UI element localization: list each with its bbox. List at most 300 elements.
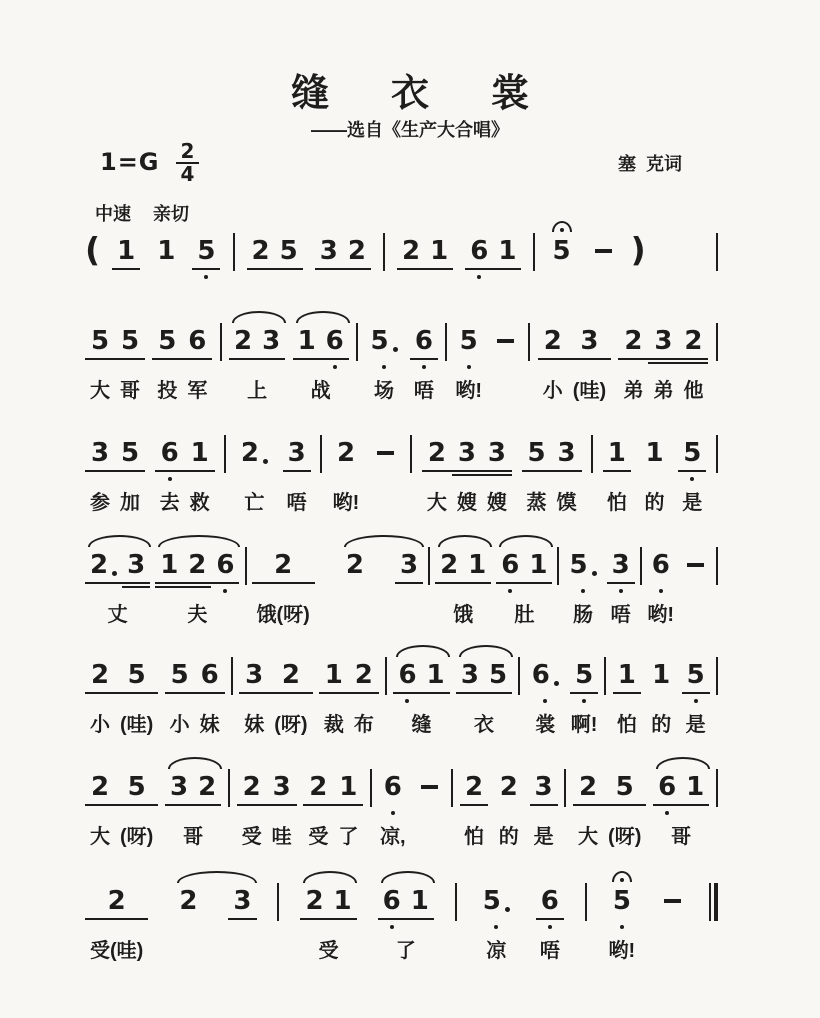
lyric: 加 [120, 492, 140, 514]
note [195, 660, 225, 737]
slur-arc [168, 757, 222, 769]
note [85, 660, 115, 737]
note [422, 660, 450, 690]
note-group [522, 438, 582, 515]
note-digit: 3 [487, 438, 506, 468]
note-digit: 5 [170, 660, 189, 690]
note-digit: 5 [370, 326, 389, 356]
note-digit: 2 [440, 550, 459, 580]
note-digit-row [320, 236, 338, 266]
note-group [490, 326, 521, 356]
notes-row [478, 886, 515, 916]
note-digit-row [108, 886, 126, 916]
low-octave-dot [390, 925, 394, 929]
time-signature [176, 141, 200, 185]
note [300, 886, 328, 916]
note-group [456, 660, 512, 737]
note-digit-row [309, 772, 327, 802]
note-group [588, 236, 619, 266]
note [115, 660, 158, 737]
note-digit: 6 [382, 886, 401, 916]
note-digit: 2 [90, 550, 109, 580]
note-digit-row [161, 438, 179, 468]
barline [564, 769, 566, 807]
note-digit-row [370, 326, 397, 356]
expression-marking: 亲切 [153, 204, 189, 224]
note [653, 772, 681, 802]
note [85, 886, 148, 963]
note [618, 326, 648, 403]
note-digit-row [90, 550, 117, 580]
barline [528, 323, 530, 361]
note-digit-row [500, 772, 518, 802]
note [155, 550, 183, 580]
note-group [414, 772, 445, 802]
note [85, 438, 115, 515]
note-digit-row [658, 772, 676, 802]
note [115, 438, 145, 515]
augmentation-dot [505, 907, 510, 912]
notes-row [538, 326, 611, 403]
barline [228, 769, 230, 807]
lyric: 缝 [411, 714, 432, 736]
note-digit-row [580, 326, 598, 356]
note [493, 236, 521, 266]
note-digit: 5 [197, 236, 216, 266]
note-group [603, 438, 631, 515]
note [422, 438, 452, 515]
note-digit: 2 [354, 660, 373, 690]
notes-row [410, 326, 438, 356]
barline [445, 323, 447, 361]
note-digit: 6 [651, 550, 670, 580]
note-digit-row [465, 772, 483, 802]
lyric: 裁 [323, 714, 344, 736]
lyric: 哥 [671, 826, 692, 848]
note-digit: 3 [319, 236, 338, 266]
note [496, 550, 524, 580]
note-digit: 5 [459, 326, 478, 356]
note-digit-row [326, 326, 344, 356]
note-group [293, 326, 349, 403]
notes-row [155, 438, 215, 515]
note [112, 236, 140, 266]
notes-row [564, 550, 601, 580]
barline [518, 657, 520, 695]
note-digit-row [121, 438, 139, 468]
note-group [85, 326, 145, 403]
note-digit: 1 [410, 886, 429, 916]
lyric: 大 [578, 826, 599, 848]
note [228, 886, 256, 916]
note-digit-row [117, 236, 135, 266]
slur-arc [344, 535, 424, 547]
notes-row [378, 886, 434, 916]
note-digit: 1 [339, 772, 358, 802]
note [681, 772, 709, 802]
note [490, 326, 521, 356]
note [165, 660, 195, 737]
note [425, 236, 453, 266]
note-digit: 5 [683, 438, 702, 468]
note-digit-row [662, 886, 683, 916]
notes-row [252, 550, 424, 627]
note-digit: 2 [281, 660, 300, 690]
lyric: 是 [682, 492, 703, 514]
lyric: 妹 [244, 714, 265, 736]
note-digit: 3 [127, 550, 146, 580]
low-octave-dot [494, 925, 498, 929]
note-digit-row [430, 236, 448, 266]
note-group [236, 438, 273, 515]
note [536, 886, 564, 916]
augmentation-dot [554, 681, 559, 686]
note-group [85, 772, 158, 849]
note [395, 550, 423, 580]
lyric: 裳 [535, 714, 556, 736]
notes-row [85, 772, 158, 849]
key-time-signature [100, 139, 199, 186]
note-digit: 1 [652, 660, 671, 690]
note-digit-row [157, 236, 175, 266]
note [237, 772, 267, 849]
note-group [85, 438, 145, 515]
lyric: 唔 [286, 492, 307, 514]
notes-row [536, 886, 564, 916]
note-group [613, 660, 641, 737]
note [482, 438, 512, 515]
note-digit-row [337, 438, 355, 468]
note-digit-row [355, 660, 373, 690]
note-digit: 3 [534, 772, 553, 802]
note-group [155, 438, 215, 515]
note-digit: 1 [430, 236, 449, 266]
note [435, 550, 463, 580]
note [547, 236, 575, 266]
song-title-char: 衣 [390, 73, 429, 115]
note [365, 326, 402, 356]
note-digit-row [273, 772, 291, 802]
barline [224, 435, 226, 473]
note-digit-row [384, 772, 402, 802]
note [460, 772, 488, 802]
note-group [319, 660, 379, 737]
note [293, 326, 321, 356]
note-group [303, 772, 363, 849]
lyric: 衣 [474, 714, 495, 736]
note [319, 660, 349, 737]
lyric: 亡 [244, 492, 265, 514]
tempo-expression [95, 200, 189, 226]
notes-row [414, 772, 445, 802]
notes-row [657, 886, 688, 916]
lyric: 受 [241, 826, 262, 848]
note [570, 660, 598, 690]
note-digit: 2 [578, 772, 598, 802]
note-digit-row [280, 236, 298, 266]
lyric: 哥 [120, 380, 140, 402]
song-subtitle: ——选自《生产大合唱》 [311, 120, 509, 140]
note-digit-row [91, 772, 109, 802]
note-digit: 2 [242, 772, 261, 802]
lyric: 唔 [413, 380, 434, 402]
slur-arc [88, 535, 151, 547]
note-digit: 3 [272, 772, 291, 802]
note [229, 326, 257, 356]
barline [370, 769, 372, 807]
note-group [252, 550, 424, 627]
note [378, 886, 406, 916]
note [165, 772, 193, 802]
note-digit: 6 [325, 326, 344, 356]
note-group [155, 550, 239, 627]
note-digit: 5 [527, 438, 546, 468]
note-digit: 6 [531, 660, 550, 690]
note-group [495, 772, 523, 849]
note-group [460, 772, 488, 849]
note [678, 438, 706, 468]
notes-row [85, 660, 158, 737]
slur-arc [656, 757, 710, 769]
lyric: 受 [318, 940, 339, 962]
note [85, 772, 115, 849]
note [530, 772, 558, 802]
note-digit: 2 [188, 550, 207, 580]
notes-row [165, 660, 225, 737]
note-digit-row [646, 438, 664, 468]
note-digit: 5 [482, 886, 501, 916]
lyric: (呀) [120, 826, 154, 848]
note-digit: 5 [158, 326, 177, 356]
note-group [536, 886, 564, 963]
note-digit: 1 [468, 550, 487, 580]
slur-arc [158, 535, 240, 547]
note [329, 886, 357, 916]
score-line-4 [85, 550, 718, 627]
note-group [657, 886, 688, 916]
low-octave-dot [508, 589, 512, 593]
notes-row [527, 660, 564, 690]
low-octave-dot [659, 589, 663, 593]
note-digit-row [683, 438, 701, 468]
dash-continuation [664, 899, 681, 903]
notes-row [85, 326, 145, 403]
note-digit-row [158, 326, 176, 356]
note-group [85, 660, 158, 737]
note [522, 438, 552, 515]
note-digit: 1 [333, 886, 352, 916]
lyric: 弟 [623, 380, 644, 402]
note-digit-row [121, 326, 139, 356]
lyric: 唔 [539, 940, 560, 962]
note-digit-row [198, 772, 216, 802]
notes-row [460, 772, 488, 802]
barline [604, 657, 606, 695]
notes-row [300, 886, 356, 916]
notes-row [239, 660, 312, 737]
barline [385, 657, 387, 695]
note [332, 438, 360, 468]
note-digit: 5 [489, 660, 508, 690]
low-octave-dot [548, 925, 552, 929]
note-digit-row [498, 236, 516, 266]
note-digit: 5 [279, 236, 298, 266]
note-digit-row [398, 660, 416, 690]
lyric: 哇 [271, 826, 292, 848]
note-group [192, 236, 220, 266]
song-title-char: 裳 [491, 73, 530, 115]
lyric: 大 [90, 380, 110, 402]
lyric: (哇) [572, 380, 607, 402]
note [122, 550, 150, 580]
note-digit-row [440, 550, 458, 580]
note-digit: 2 [427, 438, 446, 468]
note-group [608, 886, 636, 963]
notes-row [303, 772, 363, 849]
lyric: 小 [90, 714, 110, 736]
note [183, 550, 211, 580]
note-digit-row [128, 772, 146, 802]
notes-row [365, 326, 402, 356]
note-digit: 2 [624, 326, 643, 356]
low-octave-dot [204, 275, 208, 279]
note-digit-row [624, 326, 642, 356]
note-group [237, 772, 297, 849]
lyric: 大 [426, 492, 447, 514]
parenthesis: ( [85, 230, 101, 269]
note-digit: 3 [245, 660, 264, 690]
note-digit-row [612, 550, 630, 580]
note-group [239, 660, 312, 737]
note-digit: 5 [686, 660, 705, 690]
notes-row [152, 236, 180, 266]
notes-row [495, 772, 523, 802]
slur-arc [296, 311, 350, 323]
note-group [422, 438, 512, 515]
note [452, 438, 482, 515]
note-digit: 2 [305, 886, 324, 916]
note-digit-row [234, 326, 252, 356]
note-digit: 1 [324, 660, 343, 690]
note-digit: 6 [540, 886, 559, 916]
final-barline [709, 883, 718, 921]
note [455, 326, 483, 356]
lyric: 去 [159, 492, 180, 514]
note-digit-row [470, 236, 488, 266]
note [465, 236, 493, 266]
lyric: 妹 [199, 714, 220, 736]
note [647, 660, 675, 690]
note-digit-row [501, 550, 519, 580]
note-group [573, 772, 646, 849]
note-group [247, 236, 303, 266]
note-group [465, 236, 521, 266]
notes-row [530, 772, 558, 802]
note [85, 550, 122, 580]
note-digit: 5 [612, 886, 631, 916]
score-line-1 [85, 230, 718, 271]
barline [356, 323, 358, 361]
notes-row [152, 326, 212, 403]
note [247, 236, 275, 266]
notes-row [422, 438, 512, 515]
note-group [85, 550, 150, 627]
slur-arc [459, 645, 513, 657]
low-octave-dot [467, 365, 471, 369]
low-octave-dot [333, 365, 337, 369]
note-group [165, 772, 221, 849]
lyric: 军 [187, 380, 208, 402]
notes-row [85, 550, 150, 580]
note-digit: 5 [90, 326, 110, 356]
note-group [410, 326, 438, 403]
notes-row [588, 236, 619, 266]
note-digit: 5 [552, 236, 571, 266]
note-digit: 2 [179, 886, 198, 916]
lyric: 哟! [332, 492, 360, 514]
notes-row [85, 886, 257, 963]
lyric: 的 [651, 714, 672, 736]
note-digit-row [241, 438, 268, 468]
low-octave-dot [619, 589, 623, 593]
note [410, 326, 438, 356]
barline [383, 233, 385, 271]
notes-row [236, 438, 273, 468]
low-octave-dot [690, 477, 694, 481]
note-digit: 2 [402, 236, 421, 266]
lyric: 场 [373, 380, 394, 402]
note-digit-row [383, 886, 401, 916]
note-group [647, 550, 675, 627]
barline [640, 547, 642, 585]
low-octave-dot [391, 811, 395, 815]
notes-row [647, 550, 675, 580]
note [588, 236, 619, 266]
note-digit-row [483, 886, 510, 916]
lyric: 投 [157, 380, 178, 402]
parenthesis: ) [630, 230, 646, 269]
note [115, 326, 145, 403]
note [182, 326, 212, 403]
lyric: 布 [353, 714, 374, 736]
note-digit: 2 [347, 236, 366, 266]
notes-row [397, 236, 453, 266]
note [303, 772, 333, 849]
note-group [152, 326, 212, 403]
low-octave-dot [168, 477, 172, 481]
spacer [658, 236, 704, 237]
note-digit: 1 [686, 772, 705, 802]
note [603, 438, 631, 468]
note-digit-row [488, 438, 506, 468]
note-digit-row [216, 550, 234, 580]
note-digit: 6 [200, 660, 219, 690]
note-digit: 6 [398, 660, 417, 690]
note-digit: 1 [607, 438, 626, 468]
low-octave-dot [620, 925, 624, 929]
fermata-note [552, 236, 570, 266]
note-digit: 3 [170, 772, 189, 802]
note-digit: 2 [499, 772, 518, 802]
note [552, 438, 582, 515]
note-digit: 6 [383, 772, 402, 802]
note-digit-row [460, 326, 478, 356]
score-line-2 [85, 326, 718, 403]
notes-row [678, 438, 706, 468]
lyric: 怕 [463, 826, 484, 848]
low-octave-dot [582, 699, 586, 703]
notes-row [435, 550, 491, 580]
